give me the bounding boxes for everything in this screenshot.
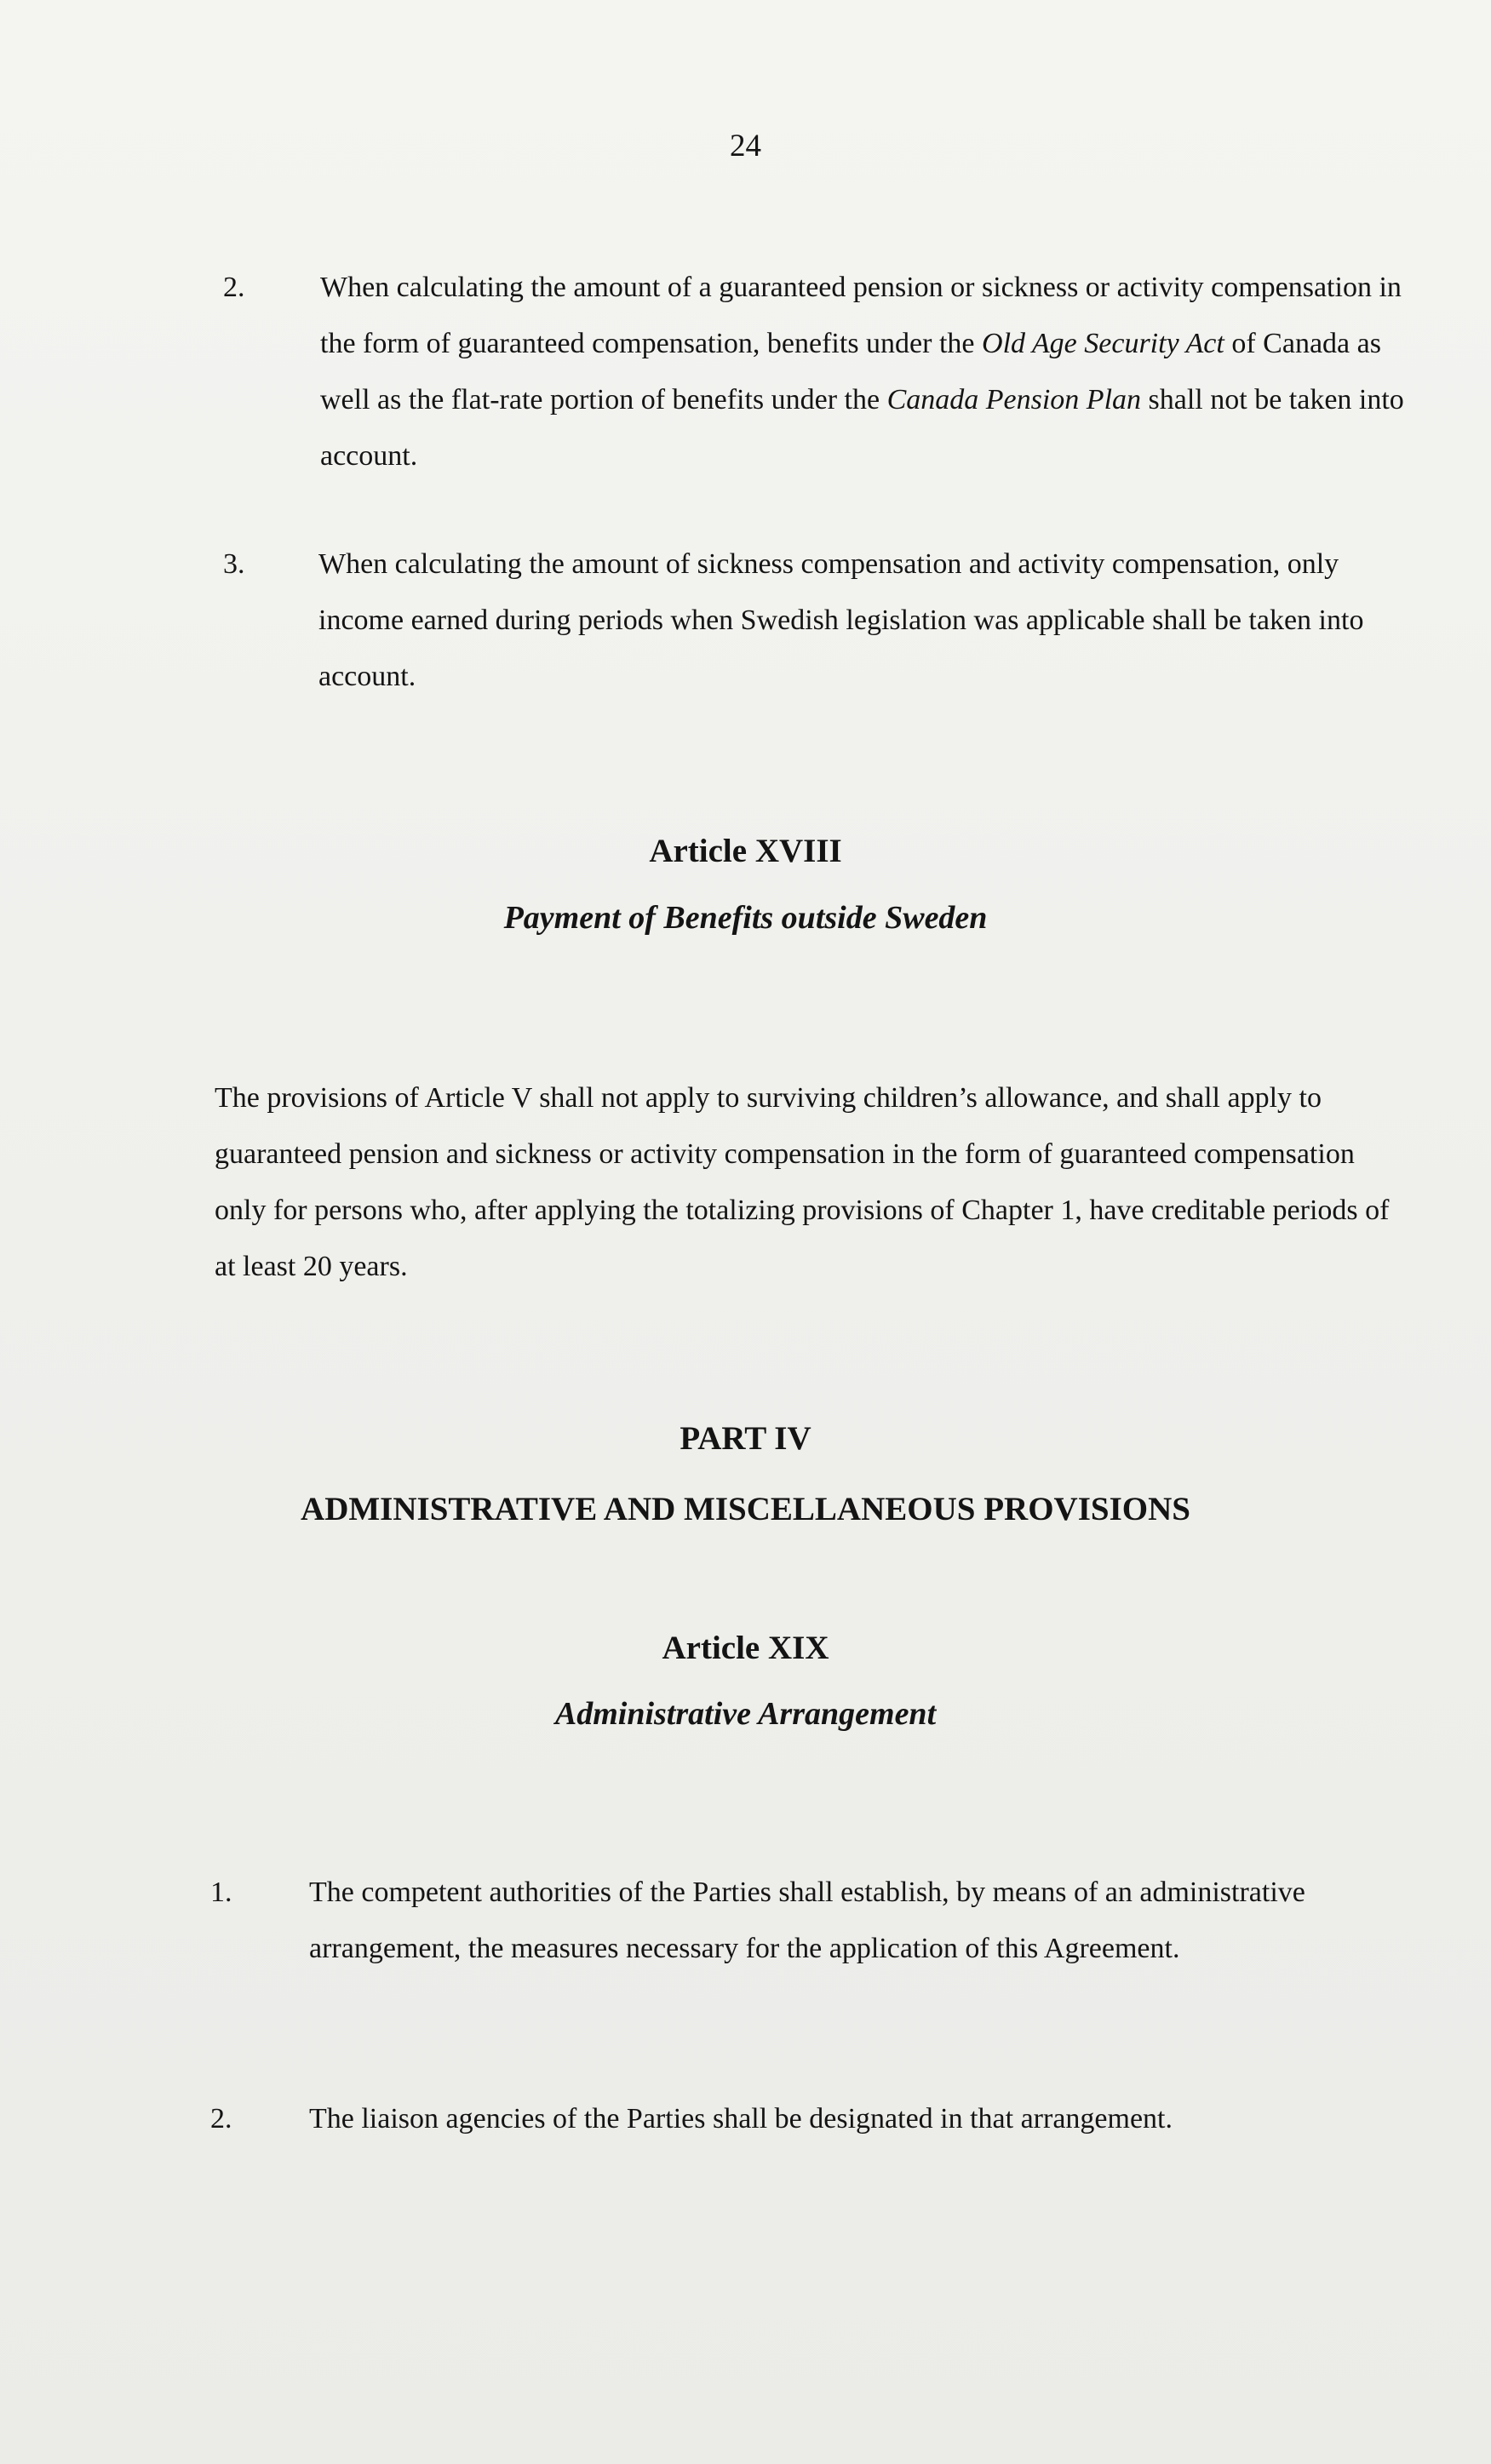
text-segment: of Canada as well as the flat-rate portion of benefits under the <box>320 328 1381 415</box>
item-text: The liaison agencies of the Parties shall be designated in that arrangement. <box>309 2103 1173 2135</box>
paragraph-number: 3. <box>223 548 245 580</box>
article-xix-item-2 <box>210 2091 1402 2147</box>
item-text: The competent authorities of the Parties shall establish, by means of an administrative arrangement, the measures necessary for the application of this Agreement. <box>309 1877 1305 1964</box>
article-xix-heading: Article XIX <box>662 1630 829 1666</box>
article-xviii-body: The provisions of Article V shall not apply to surviving children’s allowance, and shall apply to guaranteed pension and sickness or activity compensation in the form of guaranteed compensation only for persons who, after applying the totalizing provisions of Chapter 1, have creditable periods of at least 20 years. <box>215 1082 1390 1282</box>
italic-title-old-age-security-act: Old Age Security Act <box>982 328 1224 359</box>
item-number: 2. <box>210 2103 232 2135</box>
paragraph-3 <box>223 536 1398 705</box>
page-number: 24 <box>730 129 761 163</box>
italic-title-canada-pension-plan: Canada Pension Plan <box>886 384 1142 415</box>
article-xix-item-1 <box>210 1865 1402 1977</box>
item-number: 1. <box>210 1877 232 1908</box>
article-xix-subheading: Administrative Arrangement <box>554 1696 937 1732</box>
paragraph-text: When calculating the amount of sickness compensation and activity compensation, only income earned during periods when Swedish legislation was applicable shall be taken into account. <box>318 548 1364 692</box>
part-iv-title: ADMINISTRATIVE AND MISCELLANEOUS PROVISIONS <box>301 1491 1190 1527</box>
paragraph-2 <box>223 260 1415 484</box>
paragraph-number: 2. <box>223 272 245 303</box>
article-xviii-heading: Article XVIII <box>649 833 842 869</box>
article-xviii-subheading: Payment of Benefits outside Sweden <box>503 900 988 936</box>
paragraph-text <box>223 260 1415 484</box>
text-segment: shall not be taken into account. <box>320 384 1404 472</box>
text-segment: When calculating the amount of a guaranteed pension or sickness or activity compensation in the form of guaranteed compensation, benefits under the <box>320 272 1402 359</box>
part-iv-heading: PART IV <box>680 1420 811 1457</box>
